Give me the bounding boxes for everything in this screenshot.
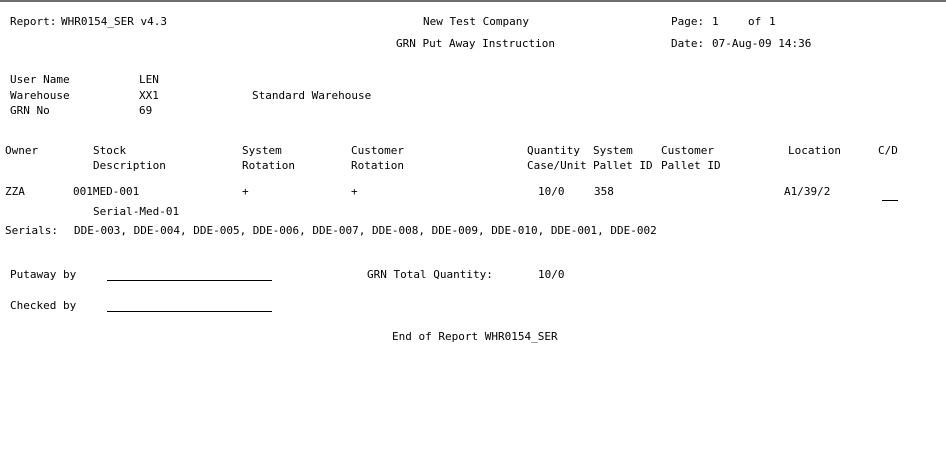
col-system: System (242, 144, 282, 157)
checked-signature-line (107, 311, 272, 312)
report-id: WHR0154_SER v4.3 (61, 15, 167, 28)
col-cd: C/D (878, 144, 898, 157)
row-stock: 001MED-001 (73, 185, 140, 198)
date-label: Date: (671, 37, 705, 50)
col-case-unit: Case/Unit (527, 159, 587, 172)
grn-total-label: GRN Total Quantity: (367, 268, 493, 281)
col-system-rotation: Rotation (242, 159, 295, 172)
col-system-pallet: System (593, 144, 633, 157)
warehouse-label: Warehouse (10, 89, 70, 102)
end-of-report: End of Report WHR0154_SER (392, 330, 558, 343)
col-customer: Customer (351, 144, 404, 157)
row-quantity: 10/0 (538, 185, 565, 198)
warehouse-name: Standard Warehouse (252, 89, 372, 102)
user-name-label: User Name (10, 73, 70, 86)
company-name: New Test Company (423, 15, 529, 28)
report-label: Report: (10, 15, 57, 28)
grn-label: GRN No (10, 104, 50, 117)
page-number: 1 (712, 15, 719, 28)
row-cd-checkline (882, 200, 898, 201)
report-title: GRN Put Away Instruction (396, 37, 555, 50)
row-customer-rotation: + (351, 185, 358, 198)
window-top-border (0, 0, 946, 2)
grn-number: 69 (139, 104, 153, 117)
warehouse-code: XX1 (139, 89, 159, 102)
of-label: of (748, 15, 762, 28)
row-description: Serial-Med-01 (93, 205, 180, 218)
page-label: Page: (671, 15, 705, 28)
putaway-label: Putaway by (10, 268, 77, 281)
date-value: 07-Aug-09 14:36 (712, 37, 812, 50)
col-system-pallet-id: Pallet ID (593, 159, 653, 172)
page-total: 1 (769, 15, 776, 28)
row-system-rotation: + (242, 185, 249, 198)
col-customer-pallet-id: Pallet ID (661, 159, 721, 172)
col-description: Description (93, 159, 166, 172)
serials-label: Serials: (5, 224, 58, 237)
row-location: A1/39/2 (784, 185, 831, 198)
col-customer-pallet: Customer (661, 144, 714, 157)
user-name-value: LEN (139, 73, 159, 86)
row-system-pallet: 358 (594, 185, 614, 198)
col-owner: Owner (5, 144, 39, 157)
serials-list: DDE-003, DDE-004, DDE-005, DDE-006, DDE-007, DDE-008, DDE-009, DDE-010, DDE-001, DDE-002 (74, 224, 657, 237)
row-owner: ZZA (5, 185, 25, 198)
col-customer-rotation: Rotation (351, 159, 404, 172)
col-location: Location (788, 144, 841, 157)
putaway-signature-line (107, 280, 272, 281)
grn-total-value: 10/0 (538, 268, 565, 281)
col-stock: Stock (93, 144, 127, 157)
checked-label: Checked by (10, 299, 77, 312)
col-quantity: Quantity (527, 144, 580, 157)
